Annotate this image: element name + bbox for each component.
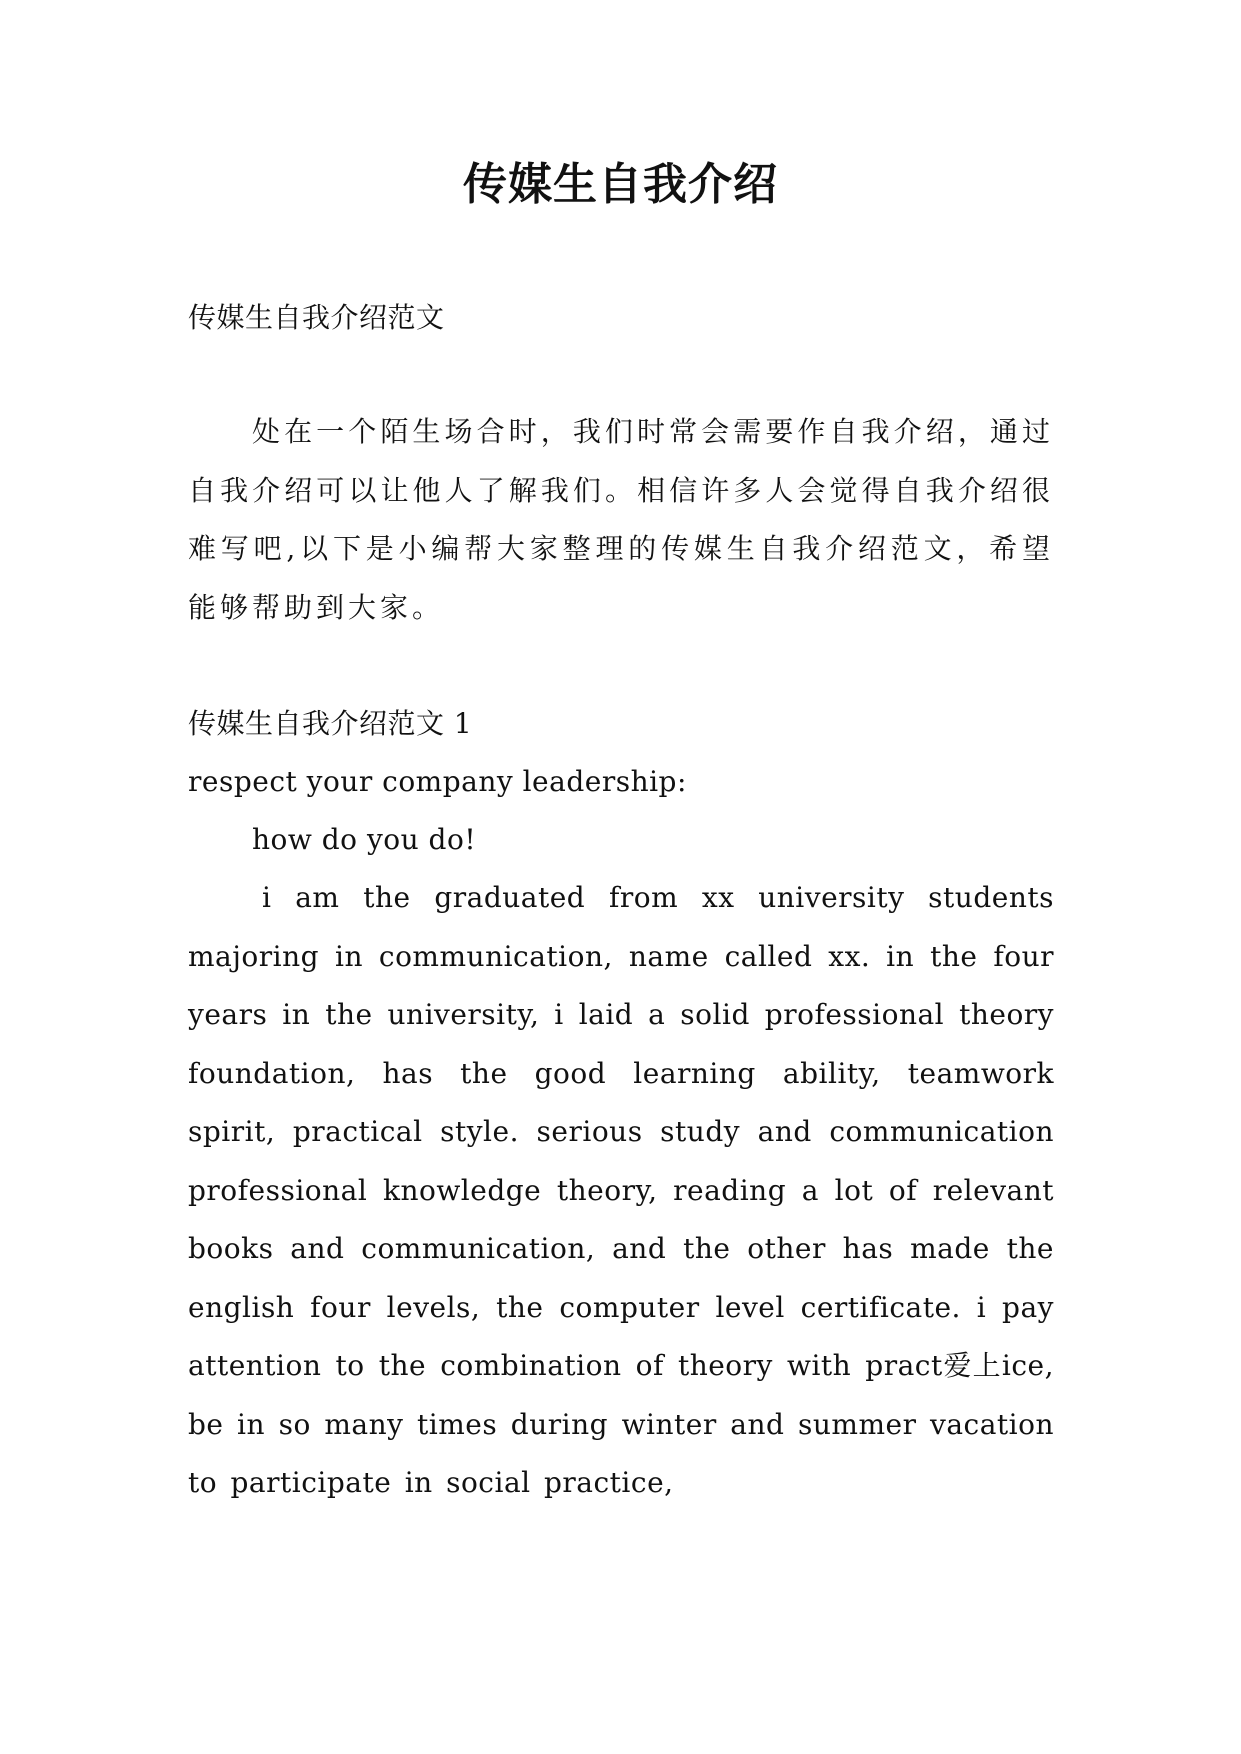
salutation-line: how do you do! (252, 823, 477, 856)
intro-paragraph: 处在一个陌生场合时，我们时常会需要作自我介绍，通过自我介绍可以让他人了解我们。相信许多人会觉得自我介绍很难写吧,以下是小编帮大家整理的传媒生自我介绍范文，希望能够帮助到大家。 (188, 415, 1054, 624)
section-heading: 传媒生自我介绍范文 1 (188, 707, 473, 740)
document-subtitle: 传媒生自我介绍范文 (188, 301, 445, 334)
document-title: 传媒生自我介绍 (463, 159, 778, 210)
greeting-line: respect your company leadership: (188, 765, 687, 798)
body-paragraph: i am the graduated from xx university students majoring in communication, name called xx. in the four years in the university, i laid a solid professional theory foundation, has the good learning ability, teamwork spirit, practical style. serious study and communication professional knowledge theory, reading a lot of relevant books and communication, and the other has made the english four levels, the computer level certificate. i pay attention to the combination of theory with pract爱上ice, be in so many times during winter and summer vacation to participate in social practice, (188, 881, 1054, 1499)
